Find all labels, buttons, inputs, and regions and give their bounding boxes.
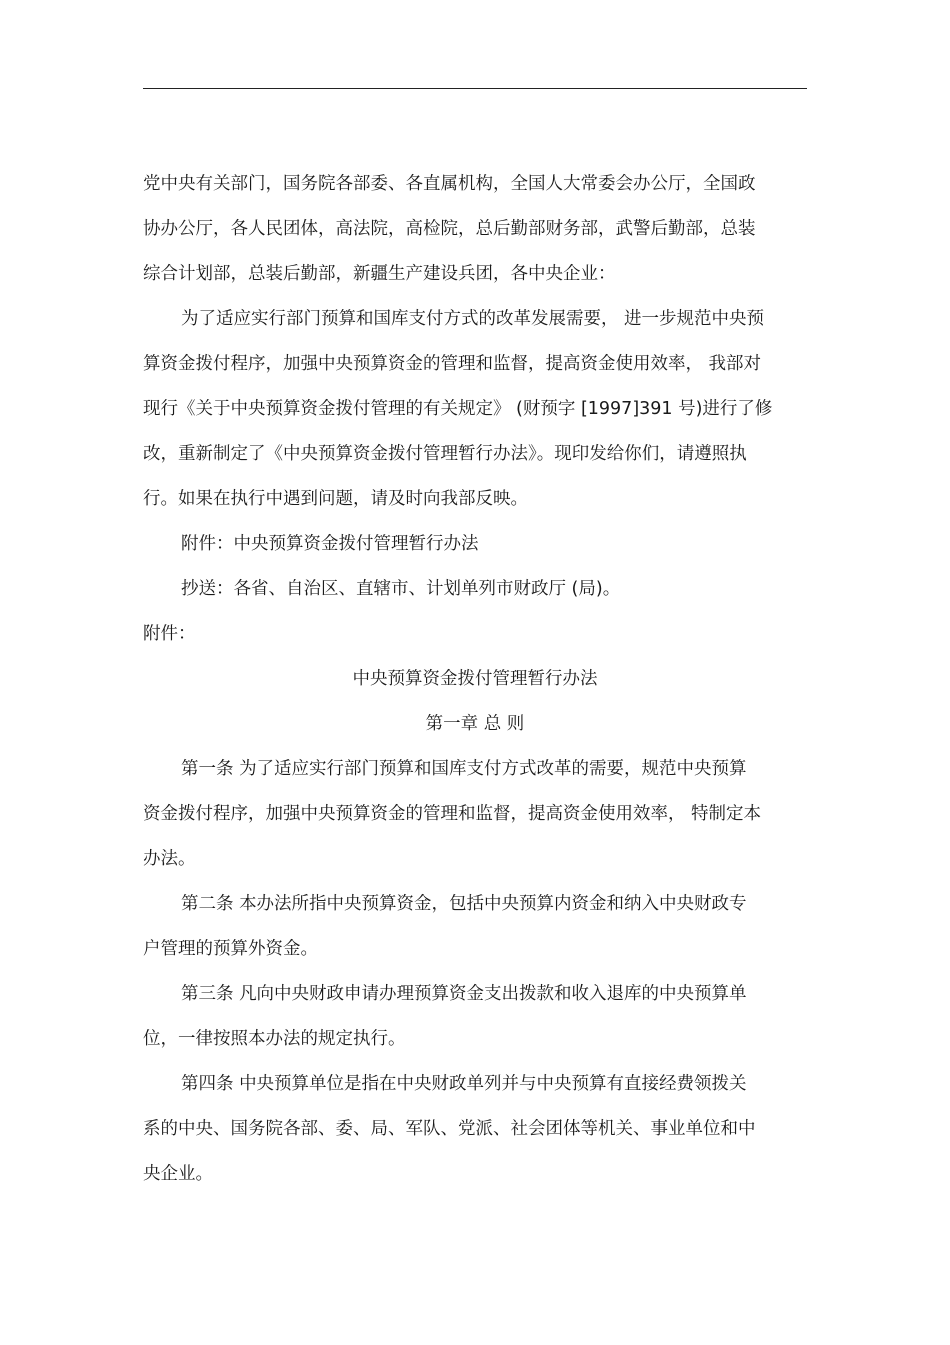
attachment-label: 附件： xyxy=(143,624,196,644)
document-title: 中央预算资金拨付管理暂行办法 xyxy=(352,669,598,689)
notice-line: 为了适应实行部门预算和国库支付方式的改革发展需要， 进一步规范中央预 xyxy=(181,309,765,329)
article-line: 央企业。 xyxy=(143,1164,213,1184)
article-line: 资金拨付程序，加强中央预算资金的管理和监督，提高资金使用效率， 特制定本 xyxy=(143,804,762,824)
recipients-line: 综合计划部，总装后勤部，新疆生产建设兵团，各中央企业： xyxy=(143,264,616,284)
recipients-line: 党中央有关部门，国务院各部委、各直属机构，全国人大常委会办公厅，全国政 xyxy=(143,174,756,194)
cc-line: 抄送：各省、自治区、直辖市、计划单列市财政厅 (局)。 xyxy=(181,579,621,599)
notice-line: 算资金拨付程序，加强中央预算资金的管理和监督，提高资金使用效率， 我部对 xyxy=(143,354,762,374)
notice-line: 现行《关于中央预算资金拨付管理的有关规定》 (财预字 [1997]391 号)进行了修 xyxy=(143,399,773,419)
article-line: 系的中央、国务院各部、委、局、军队、党派、社会团体等机关、事业单位和中 xyxy=(143,1119,756,1139)
header-rule xyxy=(143,88,807,89)
notice-line: 改，重新制定了《中央预算资金拨付管理暂行办法》。现印发给你们，请遵照执 xyxy=(143,444,747,464)
article-line: 第二条 本办法所指中央预算资金，包括中央预算内资金和纳入中央财政专 xyxy=(181,894,747,914)
article-line: 第一条 为了适应实行部门预算和国库支付方式改革的需要，规范中央预算 xyxy=(181,759,747,779)
recipients-line: 协办公厅，各人民团体，高法院，高检院，总后勤部财务部，武警后勤部，总装 xyxy=(143,219,756,239)
attachment-note: 附件：中央预算资金拨付管理暂行办法 xyxy=(181,534,479,554)
article-line: 办法。 xyxy=(143,849,196,869)
notice-line: 行。如果在执行中遇到问题，请及时向我部反映。 xyxy=(143,489,528,509)
article-line: 第三条 凡向中央财政申请办理预算资金支出拨款和收入退库的中央预算单 xyxy=(181,984,747,1004)
chapter-title: 第一章 总 则 xyxy=(425,714,525,734)
article-line: 第四条 中央预算单位是指在中央财政单列并与中央预算有直接经费领拨关 xyxy=(181,1074,747,1094)
article-line: 户管理的预算外资金。 xyxy=(143,939,318,959)
article-line: 位，一律按照本办法的规定执行。 xyxy=(143,1029,406,1049)
